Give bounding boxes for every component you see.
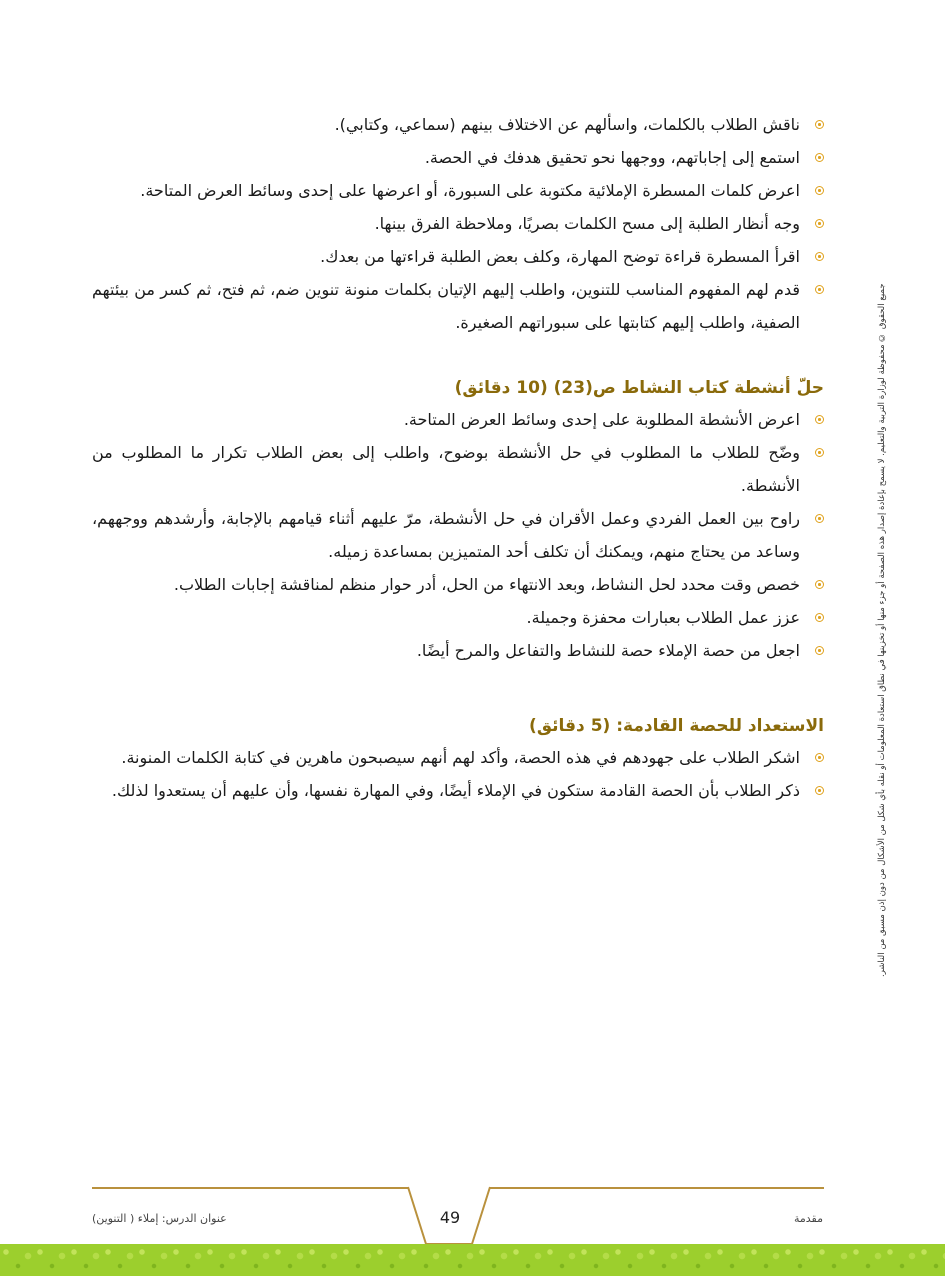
list-item: ذكر الطلاب بأن الحصة القادمة ستكون في الإملاء أيضًا، وفي المهارة نفسها، وأن عليهم أن يستعدوا لذلك. (92, 774, 824, 807)
bullet-icon (815, 252, 824, 261)
list-item: اجعل من حصة الإملاء حصة للنشاط والتفاعل والمرح أيضًا. (92, 634, 824, 667)
next-lesson-list (92, 741, 824, 807)
list-item: اشكر الطلاب على جهودهم في هذه الحصة، وأكد لهم أنهم سيصبحون ماهرين في كتابة الكلمات المنونة. (92, 741, 824, 774)
footer-rule-left (92, 1187, 408, 1189)
activities-heading: حلّ أنشطة كتاب النشاط ص(23) (10 دقائق) (454, 378, 824, 398)
list-item: راوح بين العمل الفردي وعمل الأقران في حل الأنشطة، مرّ عليهم أثناء قيامهم بالإجابة، وأرشدهم ووجههم، وساعد من يحتاج منهم، ويمكنك أن تكلف أحد المتميزين بمساعدة زميله. (92, 502, 824, 568)
intro-list (92, 108, 824, 339)
bullet-icon (815, 753, 824, 762)
list-item: اعرض كلمات المسطرة الإملائية مكتوبة على السبورة، أو اعرضها على إحدى وسائط العرض المتاحة. (92, 174, 824, 207)
bullet-icon (815, 786, 824, 795)
bullet-icon (815, 415, 824, 424)
bullet-icon (815, 448, 824, 457)
bullet-icon (815, 120, 824, 129)
bullet-icon (815, 219, 824, 228)
bullet-icon (815, 285, 824, 294)
bullet-icon (815, 613, 824, 622)
activities-list (92, 403, 824, 667)
list-item: وجه أنظار الطلبة إلى مسح الكلمات بصريًا، وملاحظة الفرق بينها. (92, 207, 824, 240)
list-item: استمع إلى إجاباتهم، ووجهها نحو تحقيق هدفك في الحصة. (92, 141, 824, 174)
list-item: ناقش الطلاب بالكلمات، واسألهم عن الاختلاف بينهم (سماعي، وكتابي). (92, 108, 824, 141)
bullet-icon (815, 646, 824, 655)
footer-lesson-title: عنوان الدرس: إملاء ( التنوين) (92, 1212, 227, 1225)
list-item: عزز عمل الطلاب بعبارات محفزة وجميلة. (92, 601, 824, 634)
bullet-icon (815, 153, 824, 162)
page-content (92, 108, 824, 807)
next-lesson-heading: الاستعداد للحصة القادمة: (5 دقائق) (529, 716, 824, 736)
bullet-icon (815, 580, 824, 589)
list-item: وضّح للطلاب ما المطلوب في حل الأنشطة بوضوح، واطلب إلى بعض الطلاب تكرار ما المطلوب من الأنشطة. (92, 436, 824, 502)
list-item: خصص وقت محدد لحل النشاط، وبعد الانتهاء من الحل، أدر حوار منظم لمناقشة إجابات الطلاب. (92, 568, 824, 601)
list-item: اقرأ المسطرة قراءة توضح المهارة، وكلف بعض الطلبة قراءتها من بعدك. (92, 240, 824, 273)
bullet-icon (815, 186, 824, 195)
footer-section-label: مقدمة (793, 1212, 823, 1225)
footer-rule-right (490, 1187, 824, 1189)
list-item: اعرض الأنشطة المطلوبة على إحدى وسائط العرض المتاحة. (92, 403, 824, 436)
copyright-side-note: جميع الحقوق © محفوظة لوزارة التربية والتعليم. لا يسمح بإعادة إصدار هذه الصفحة أو جزء منها أو تخزينها في نطاق استعادة المعلومات أو نقله بأي شكل من الأشكال من دون إذن مسبق من الناشر. (877, 283, 887, 977)
page-number: 49 (439, 1208, 461, 1227)
list-item: قدم لهم المفهوم المناسب للتنوين، واطلب إليهم الإتيان بكلمات منونة تنوين ضم، ثم فتح، ثم كسر من بيئتهم الصفية، واطلب إليهم كتابتها على سبوراتهم الصغيرة. (92, 273, 824, 339)
decorative-band (0, 1244, 945, 1276)
bullet-icon (815, 514, 824, 523)
